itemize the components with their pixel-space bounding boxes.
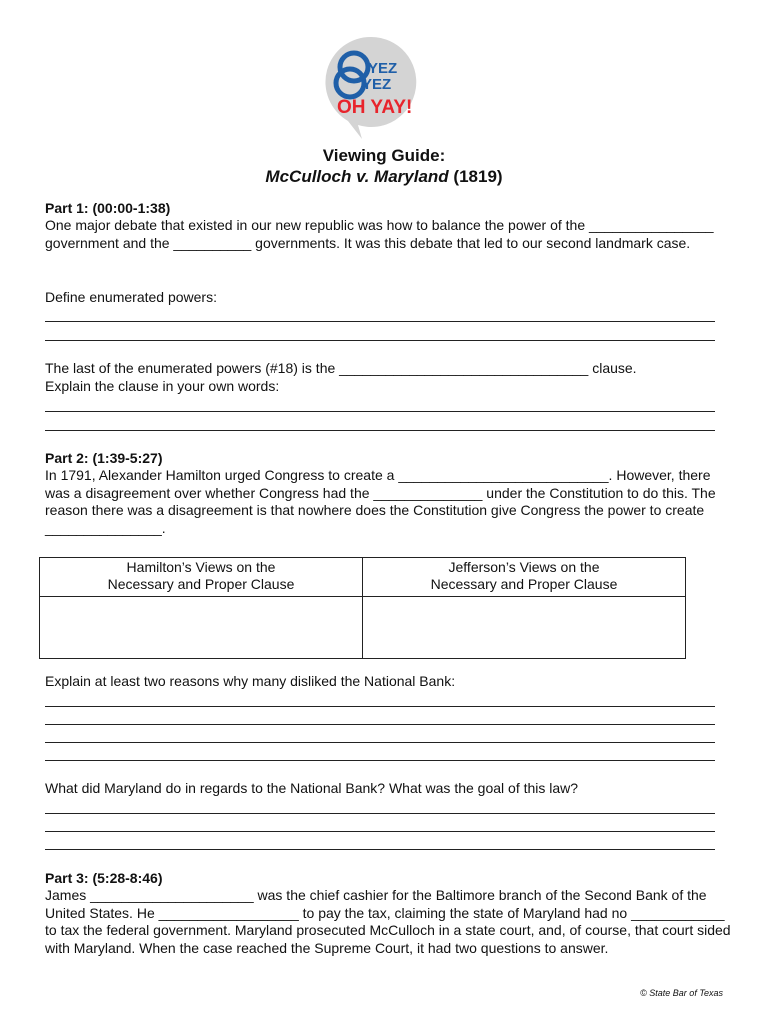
part3-header: Part 3: (5:28-8:46) [45, 870, 163, 886]
jefferson-answer-cell[interactable] [363, 597, 686, 659]
part3-paragraph: James _____________________ was the chief cashier for the Baltimore branch of the Second Bank of the United States. He __________________ to pay the tax, claiming the state of Maryland had no ____________ to tax the federal government. Maryland prosecuted McCulloch in a state court, and, of course, that court sided with Maryland. When the case reached the Supreme Court, it had two questions to answer. [45, 887, 735, 956]
logo-word-1: YEZ [368, 60, 398, 77]
answer-line[interactable] [45, 724, 715, 725]
answer-line[interactable] [45, 831, 715, 832]
maryland-prompt: What did Maryland do in regards to the National Bank? What was the goal of this law? [45, 780, 579, 796]
last-power-text: The last of the enumerated powers (#18) is the ________________________________ clause. [45, 360, 637, 376]
case-name: McCulloch v. Maryland [265, 167, 449, 186]
answer-line[interactable] [45, 813, 715, 814]
case-title [0, 167, 768, 187]
answer-line[interactable] [45, 321, 715, 322]
oyez-logo [322, 33, 420, 141]
case-year: (1819) [453, 167, 503, 186]
part2-header: Part 2: (1:39-5:27) [45, 450, 163, 466]
explain-prompt: Explain the clause in your own words: [45, 378, 280, 394]
answer-line[interactable] [45, 742, 715, 743]
define-prompt: Define enumerated powers: [45, 289, 217, 305]
answer-line[interactable] [45, 411, 715, 412]
answer-line[interactable] [45, 430, 715, 431]
jefferson-header: Jefferson’s Views on the Necessary and Proper Clause [363, 558, 686, 597]
part1-header: Part 1: (00:00-1:38) [45, 200, 171, 216]
answer-line[interactable] [45, 760, 715, 761]
views-table [39, 557, 686, 659]
copyright-footer: © State Bar of Texas [640, 988, 723, 998]
part2-paragraph: In 1791, Alexander Hamilton urged Congress to create a ___________________________. However, there was a disagreement over whether Congress had the ______________ under the Constitution to do this. The reason there was a disagreement is that nowhere does the Constitution give Congress the power to create _______________. [45, 467, 720, 536]
bank-prompt: Explain at least two reasons why many disliked the National Bank: [45, 673, 456, 689]
logo-word-3: OH YAY! [337, 97, 413, 118]
answer-line[interactable] [45, 849, 715, 850]
answer-line[interactable] [45, 340, 715, 341]
hamilton-header: Hamilton’s Views on the Necessary and Proper Clause [40, 558, 363, 597]
answer-line[interactable] [45, 706, 715, 707]
part1-paragraph: One major debate that existed in our new republic was how to balance the power of the ________________ government and the __________ governments. It was this debate that led to our second landmark case. [45, 217, 718, 251]
page-title: Viewing Guide: [322, 146, 446, 165]
hamilton-answer-cell[interactable] [40, 597, 363, 659]
logo-word-2: YEZ [362, 76, 392, 93]
